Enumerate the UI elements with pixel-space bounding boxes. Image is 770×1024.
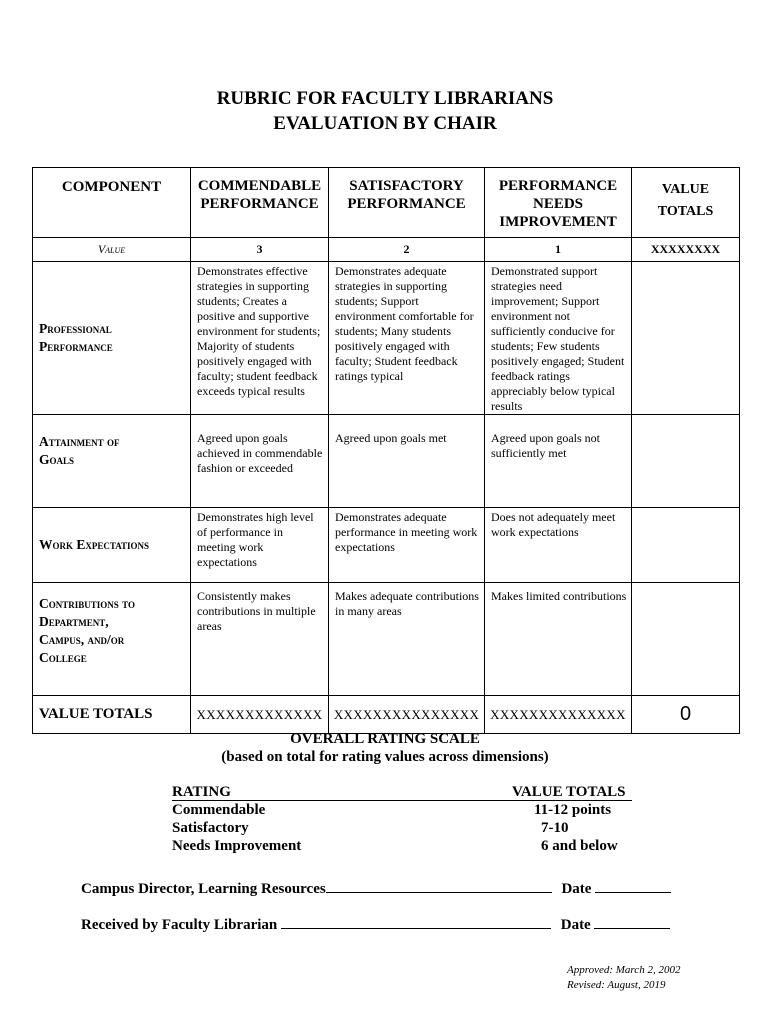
header-satisfactory-line-2: PERFORMANCE [347, 196, 466, 212]
header-value-line-1: VALUE [661, 182, 710, 197]
header-needs-line-2: NEEDS [532, 196, 584, 212]
rating-scale-header [172, 783, 632, 801]
rating-name: Commendable [172, 802, 266, 818]
totals-commendable: XXXXXXXXXXXXX [191, 696, 329, 734]
rating-value: 11-12 points [534, 802, 612, 818]
component-label [33, 583, 191, 696]
header-value-line-2: TOTALS [657, 204, 714, 219]
date-label: Date [561, 881, 592, 897]
page-title [0, 86, 770, 136]
component-label-line: Campus, and/or [39, 632, 125, 647]
needs-description: Does not adequately meet work expectations [485, 508, 632, 583]
director-label: Campus Director, Learning Resources [81, 881, 326, 897]
director-signature-field[interactable] [326, 878, 552, 893]
approved-date: Approved: March 2, 2002 [567, 964, 681, 976]
needs-description: Demonstrated support strategies need improvement; Support environment not sufficiently conducive for students; Few students positively engaged; Student feedback ratings appreciably below typical results [485, 262, 632, 415]
director-signature-line [81, 878, 671, 898]
header-commendable [191, 168, 329, 238]
title-line-2: EVALUATION BY CHAIR [273, 113, 497, 134]
rating-name: Needs Improvement [172, 838, 302, 854]
commendable-description: Agreed upon goals achieved in commendable fashion or exceeded [191, 415, 329, 508]
table-row [33, 415, 740, 508]
component-label [33, 508, 191, 583]
component-label-line: Attainment of [39, 434, 120, 449]
component-label-line: College [39, 650, 87, 665]
revised-date: Revised: August, 2019 [567, 979, 666, 991]
header-commendable-line-1: COMMENDABLE [197, 178, 322, 194]
table-row [33, 262, 740, 415]
value-total-cell[interactable] [632, 508, 740, 583]
value-row [33, 238, 740, 262]
header-needs-line-1: PERFORMANCE [498, 178, 618, 194]
list-item [172, 801, 632, 819]
value-satisfactory: 2 [329, 238, 485, 262]
rubric-table [32, 167, 740, 734]
grand-total-field[interactable]: 0 [632, 696, 740, 734]
librarian-signature-line [81, 914, 670, 934]
value-total-cell[interactable] [632, 415, 740, 508]
scale-title-line: OVERALL RATING SCALE [290, 731, 480, 747]
commendable-description: Demonstrates effective strategies in supporting students; Creates a positive and supportive environment for students; Majority of students positively engaged with faculty; student feedback exceeds typical results [191, 262, 329, 415]
header-needs-improvement [485, 168, 632, 238]
commendable-description: Consistently makes contributions in multiple areas [191, 583, 329, 696]
rating-scale-list [172, 783, 632, 855]
needs-description: Agreed upon goals not sufficiently met [485, 415, 632, 508]
component-label-line: Performance [39, 339, 113, 354]
totals-needs: XXXXXXXXXXXXXX [485, 696, 632, 734]
header-component [33, 168, 191, 238]
satisfactory-description: Demonstrates adequate performance in meeting work expectations [329, 508, 485, 583]
header-commendable-line-2: PERFORMANCE [200, 196, 319, 212]
date-label: Date [560, 917, 591, 933]
header-row [33, 168, 740, 238]
librarian-signature-field[interactable] [281, 914, 551, 929]
commendable-description: Demonstrates high level of performance in meeting work expectations [191, 508, 329, 583]
value-commendable: 3 [191, 238, 329, 262]
component-label [33, 415, 191, 508]
component-label-line: Contributions to [39, 596, 135, 611]
header-satisfactory [329, 168, 485, 238]
rating-value: 6 and below [541, 838, 618, 854]
component-label [33, 262, 191, 415]
header-component-label: COMPONENT [61, 179, 162, 195]
totals-row [33, 696, 740, 734]
librarian-label: Received by Faculty Librarian [81, 917, 278, 933]
value-totals-header: VALUE TOTALS [512, 784, 626, 800]
list-item [172, 819, 632, 837]
header-satisfactory-line-1: SATISFACTORY [349, 178, 464, 194]
needs-description: Makes limited contributions [485, 583, 632, 696]
component-label-line: Goals [39, 452, 75, 467]
title-line-1: RUBRIC FOR FACULTY LIBRARIANS [216, 88, 554, 109]
list-item [172, 837, 632, 855]
director-date-field[interactable] [595, 878, 671, 893]
totals-label: VALUE TOTALS [33, 696, 191, 734]
librarian-date-field[interactable] [594, 914, 670, 929]
value-total-cell[interactable] [632, 583, 740, 696]
totals-satisfactory: XXXXXXXXXXXXXXX [329, 696, 485, 734]
rating-value: 7-10 [541, 820, 569, 836]
header-needs-line-3: IMPROVEMENT [499, 214, 617, 230]
rating-scale-title [0, 730, 770, 766]
rating-name: Satisfactory [172, 820, 249, 836]
component-label-line: Department, [39, 614, 109, 629]
rating-header: RATING [172, 784, 231, 800]
satisfactory-description: Agreed upon goals met [329, 415, 485, 508]
value-totals-placeholder: XXXXXXXX [632, 238, 740, 262]
header-value-totals [632, 168, 740, 238]
satisfactory-description: Demonstrates adequate strategies in supporting students; Support environment comfortable for students; Many students positively engaged with faculty; Student feedback ratings typical [329, 262, 485, 415]
approval-note [567, 963, 680, 993]
component-label-line: Professional [39, 321, 112, 336]
table-row [33, 508, 740, 583]
value-total-cell[interactable] [632, 262, 740, 415]
scale-subtitle-line: (based on total for rating values across dimensions) [221, 749, 549, 765]
value-row-label: Value [33, 238, 191, 262]
table-row [33, 583, 740, 696]
satisfactory-description: Makes adequate contributions in many areas [329, 583, 485, 696]
component-label-line: Work Expectations [39, 537, 150, 552]
value-needs: 1 [485, 238, 632, 262]
